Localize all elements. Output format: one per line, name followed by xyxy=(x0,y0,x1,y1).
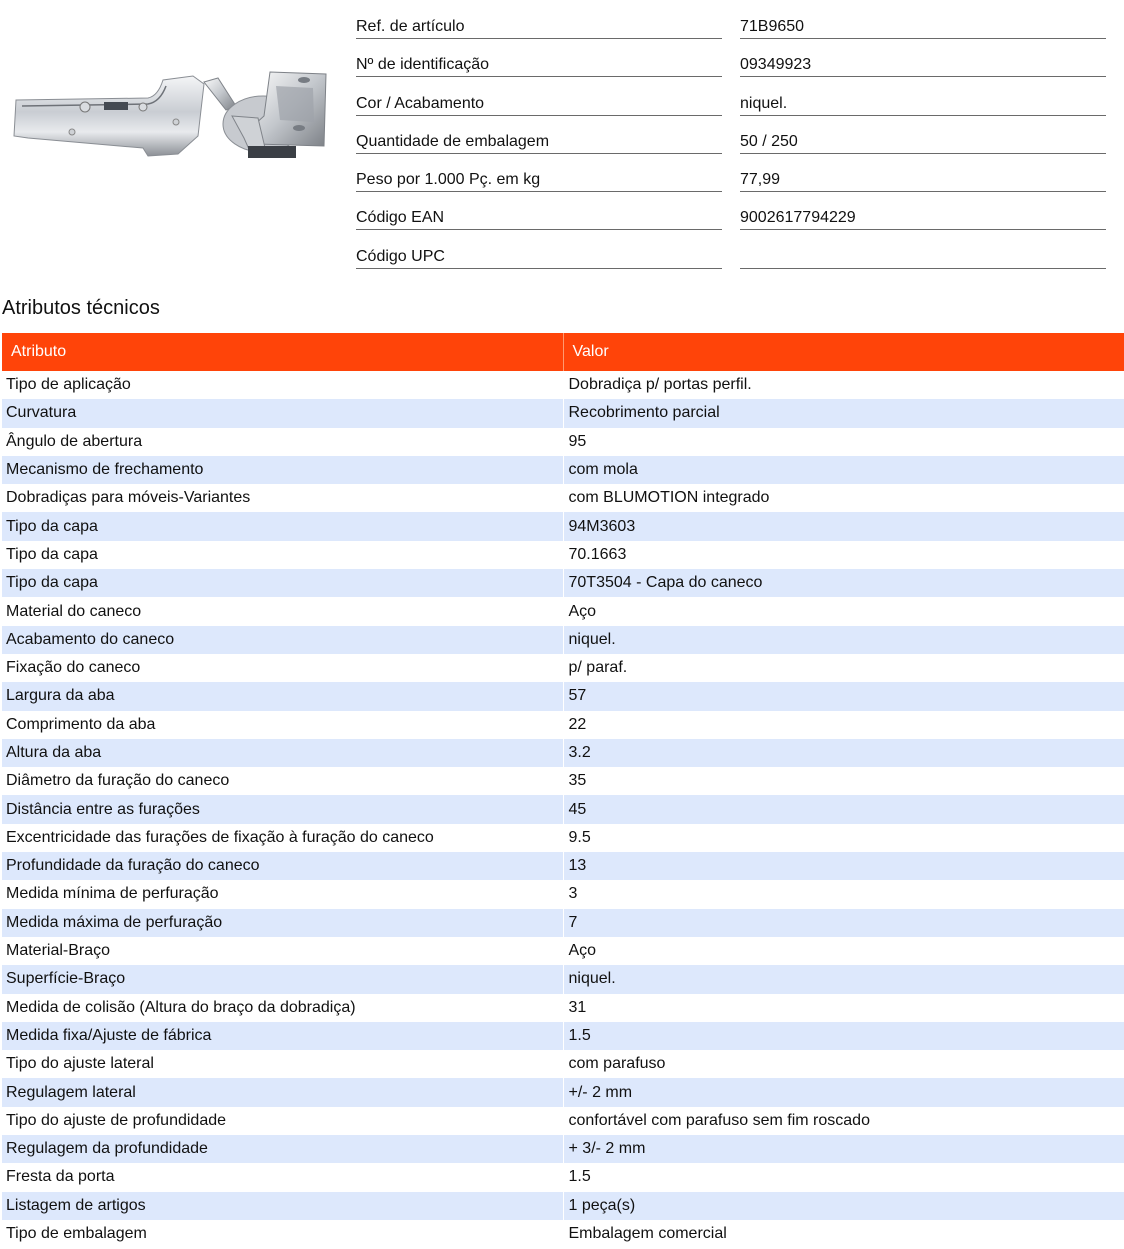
attribute-value: 22 xyxy=(563,711,1124,739)
attribute-name: Ângulo de abertura xyxy=(2,428,563,456)
info-row-upc xyxy=(356,230,1106,268)
table-row xyxy=(2,767,1124,795)
attribute-value: com mola xyxy=(563,456,1124,484)
table-row xyxy=(2,994,1124,1022)
attribute-name: Distância entre as furações xyxy=(2,795,563,823)
info-row-reference xyxy=(356,0,1106,38)
attribute-name: Medida fixa/Ajuste de fábrica xyxy=(2,1022,563,1050)
table-row xyxy=(2,484,1124,512)
info-row-ean xyxy=(356,191,1106,229)
table-row xyxy=(2,1163,1124,1191)
attribute-value: Recobrimento parcial xyxy=(563,399,1124,427)
attribute-value: com parafuso xyxy=(563,1050,1124,1078)
info-value xyxy=(740,247,1106,269)
table-row xyxy=(2,711,1124,739)
attribute-name: Largura da aba xyxy=(2,682,563,710)
attribute-name: Fixação do caneco xyxy=(2,654,563,682)
attribute-name: Medida de colisão (Altura do braço da dobradiça) xyxy=(2,994,563,1022)
info-row-weight xyxy=(356,153,1106,191)
attribute-value: Aço xyxy=(563,597,1124,625)
table-row xyxy=(2,1050,1124,1078)
info-row-color-finish xyxy=(356,77,1106,115)
attribute-value: 1.5 xyxy=(563,1022,1124,1050)
table-row xyxy=(2,965,1124,993)
attribute-name: Profundidade da furação do caneco xyxy=(2,852,563,880)
attribute-value: 95 xyxy=(563,428,1124,456)
attribute-value: 9.5 xyxy=(563,824,1124,852)
attribute-value: confortável com parafuso sem fim roscado xyxy=(563,1107,1124,1135)
attribute-value: 1 peça(s) xyxy=(563,1192,1124,1220)
attribute-value: +/- 2 mm xyxy=(563,1078,1124,1106)
table-row xyxy=(2,1135,1124,1163)
attribute-value: p/ paraf. xyxy=(563,654,1124,682)
attribute-name: Tipo da capa xyxy=(2,512,563,540)
attributes-table-body xyxy=(2,371,1124,1248)
info-value: 50 / 250 xyxy=(740,132,1106,154)
info-label: Código UPC xyxy=(356,247,722,269)
info-value: 09349923 xyxy=(740,55,1106,77)
attribute-name: Dobradiças para móveis-Variantes xyxy=(2,484,563,512)
attribute-value: 13 xyxy=(563,852,1124,880)
attribute-name: Tipo de embalagem xyxy=(2,1220,563,1248)
attribute-value: 3 xyxy=(563,880,1124,908)
table-row xyxy=(2,512,1124,540)
attribute-value: 35 xyxy=(563,767,1124,795)
table-row xyxy=(2,909,1124,937)
table-row xyxy=(2,937,1124,965)
attribute-name: Regulagem da profundidade xyxy=(2,1135,563,1163)
table-row xyxy=(2,880,1124,908)
info-label: Cor / Acabamento xyxy=(356,94,722,116)
attribute-name: Acabamento do caneco xyxy=(2,626,563,654)
attribute-name: Fresta da porta xyxy=(2,1163,563,1191)
table-row xyxy=(2,456,1124,484)
attribute-value: + 3/- 2 mm xyxy=(563,1135,1124,1163)
attribute-name: Comprimento da aba xyxy=(2,711,563,739)
info-value: 9002617794229 xyxy=(740,208,1106,230)
info-label: Código EAN xyxy=(356,208,722,230)
attribute-name: Superfície-Braço xyxy=(2,965,563,993)
attribute-value: niquel. xyxy=(563,626,1124,654)
table-row xyxy=(2,1107,1124,1135)
attribute-value: 70T3504 - Capa do caneco xyxy=(563,569,1124,597)
attribute-name: Material do caneco xyxy=(2,597,563,625)
column-header-value: Valor xyxy=(563,333,1124,371)
table-row xyxy=(2,399,1124,427)
attribute-value: 57 xyxy=(563,682,1124,710)
attribute-name: Listagem de artigos xyxy=(2,1192,563,1220)
table-row xyxy=(2,371,1124,399)
table-row xyxy=(2,597,1124,625)
attribute-value: 1.5 xyxy=(563,1163,1124,1191)
table-row xyxy=(2,852,1124,880)
attribute-name: Material-Braço xyxy=(2,937,563,965)
table-row xyxy=(2,654,1124,682)
product-image xyxy=(8,66,333,166)
attribute-name: Regulagem lateral xyxy=(2,1078,563,1106)
info-value: niquel. xyxy=(740,94,1106,116)
table-row xyxy=(2,1078,1124,1106)
info-value: 77,99 xyxy=(740,170,1106,192)
attribute-value: 7 xyxy=(563,909,1124,937)
section-title: Atributos técnicos xyxy=(2,297,160,319)
attribute-value: 3.2 xyxy=(563,739,1124,767)
attribute-value: 94M3603 xyxy=(563,512,1124,540)
table-row xyxy=(2,1192,1124,1220)
attribute-name: Curvatura xyxy=(2,399,563,427)
table-header-row xyxy=(2,333,1124,371)
attribute-name: Tipo de aplicação xyxy=(2,371,563,399)
hinge-illustration xyxy=(8,66,333,166)
attribute-value: Embalagem comercial xyxy=(563,1220,1124,1248)
table-row xyxy=(2,428,1124,456)
table-row xyxy=(2,626,1124,654)
attribute-name: Tipo do ajuste lateral xyxy=(2,1050,563,1078)
info-row-package-quantity xyxy=(356,115,1106,153)
table-row xyxy=(2,541,1124,569)
attribute-name: Excentricidade das furações de fixação à furação do caneco xyxy=(2,824,563,852)
product-info xyxy=(356,0,1106,268)
info-label: Quantidade de embalagem xyxy=(356,132,722,154)
attribute-value: Dobradiça p/ portas perfil. xyxy=(563,371,1124,399)
table-row xyxy=(2,739,1124,767)
table-row xyxy=(2,682,1124,710)
attribute-value: Aço xyxy=(563,937,1124,965)
table-row xyxy=(2,1220,1124,1248)
attribute-value: 70.1663 xyxy=(563,541,1124,569)
attribute-value: com BLUMOTION integrado xyxy=(563,484,1124,512)
table-row xyxy=(2,569,1124,597)
attribute-name: Medida máxima de perfuração xyxy=(2,909,563,937)
attributes-table xyxy=(2,333,1124,1248)
attribute-value: 45 xyxy=(563,795,1124,823)
info-label: Nº de identificação xyxy=(356,55,722,77)
attribute-name: Altura da aba xyxy=(2,739,563,767)
attribute-name: Tipo da capa xyxy=(2,541,563,569)
column-header-attribute: Atributo xyxy=(2,333,563,371)
attribute-name: Mecanismo de frechamento xyxy=(2,456,563,484)
info-row-id-number xyxy=(356,38,1106,76)
attribute-name: Tipo da capa xyxy=(2,569,563,597)
info-value: 71B9650 xyxy=(740,17,1106,39)
attribute-name: Diâmetro da furação do caneco xyxy=(2,767,563,795)
table-row xyxy=(2,1022,1124,1050)
info-label: Ref. de artículo xyxy=(356,17,722,39)
attribute-value: niquel. xyxy=(563,965,1124,993)
info-label: Peso por 1.000 Pç. em kg xyxy=(356,170,722,192)
attribute-name: Tipo do ajuste de profundidade xyxy=(2,1107,563,1135)
table-row xyxy=(2,795,1124,823)
attribute-value: 31 xyxy=(563,994,1124,1022)
table-row xyxy=(2,824,1124,852)
attribute-name: Medida mínima de perfuração xyxy=(2,880,563,908)
